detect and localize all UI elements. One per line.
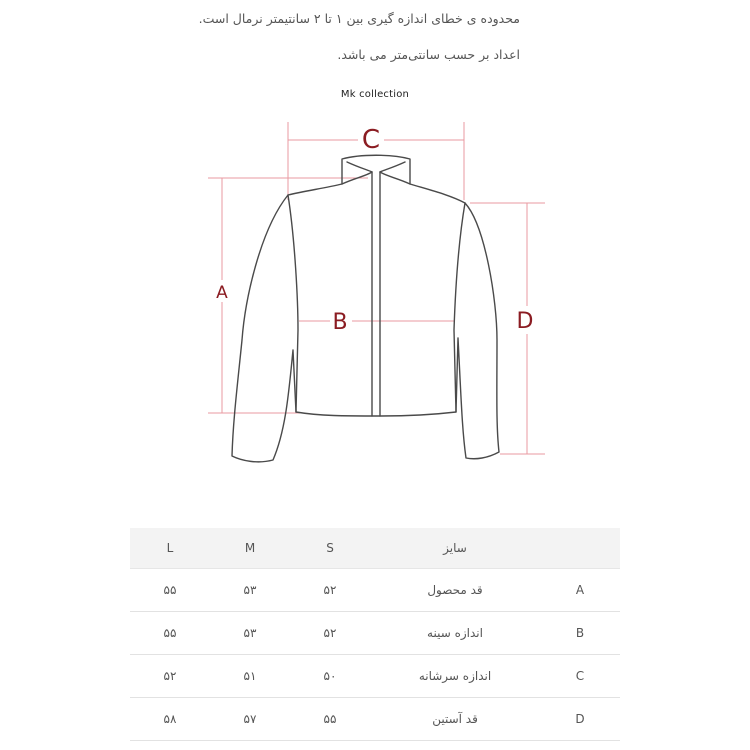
cell-size-l: ۵۵ [130,569,210,612]
cell-size-m: ۵۳ [210,612,290,655]
cell-size-s: ۵۲ [290,569,370,612]
jacket-outline [232,155,499,462]
header-size-s: S [290,528,370,569]
label-d: D [516,309,534,334]
table-header-row [130,528,620,569]
table-row [130,569,620,612]
measurement-error-note: محدوده ی خطای اندازه گیری بین ۱ تا ۲ سانتیمتر نرمال است. [198,11,520,26]
cell-measure-name: قد آستین [370,698,540,741]
brand-name: Mk collection [340,89,410,100]
cell-size-s: ۵۰ [290,655,370,698]
size-table [130,528,620,741]
cell-size-l: ۵۲ [130,655,210,698]
cell-measure-code: A [540,569,620,612]
table-row [130,655,620,698]
header-size: سایز [370,528,540,569]
label-c: C [361,125,381,155]
cell-measure-name: قد محصول [370,569,540,612]
cell-measure-name: اندازه سرشانه [370,655,540,698]
cell-size-m: ۵۱ [210,655,290,698]
table-row [130,698,620,741]
header-code [540,528,620,569]
cell-measure-code: D [540,698,620,741]
cell-size-s: ۵۵ [290,698,370,741]
cell-measure-name: اندازه سینه [370,612,540,655]
collar-right [380,172,410,184]
label-b: B [332,310,348,335]
cell-size-s: ۵۲ [290,612,370,655]
collar-inner-right [380,162,405,172]
collar-inner-left [347,162,372,172]
jacket-silhouette [232,155,499,462]
cell-size-l: ۵۵ [130,612,210,655]
cell-measure-code: C [540,655,620,698]
measurement-guides [208,122,545,454]
cell-size-m: ۵۳ [210,569,290,612]
header-size-m: M [210,528,290,569]
cell-size-l: ۵۸ [130,698,210,741]
label-a: A [216,283,228,303]
table-row [130,612,620,655]
header-size-l: L [130,528,210,569]
cell-measure-code: B [540,612,620,655]
units-note: اعداد بر حسب سانتی‌متر می باشد. [337,47,520,62]
cell-size-m: ۵۷ [210,698,290,741]
